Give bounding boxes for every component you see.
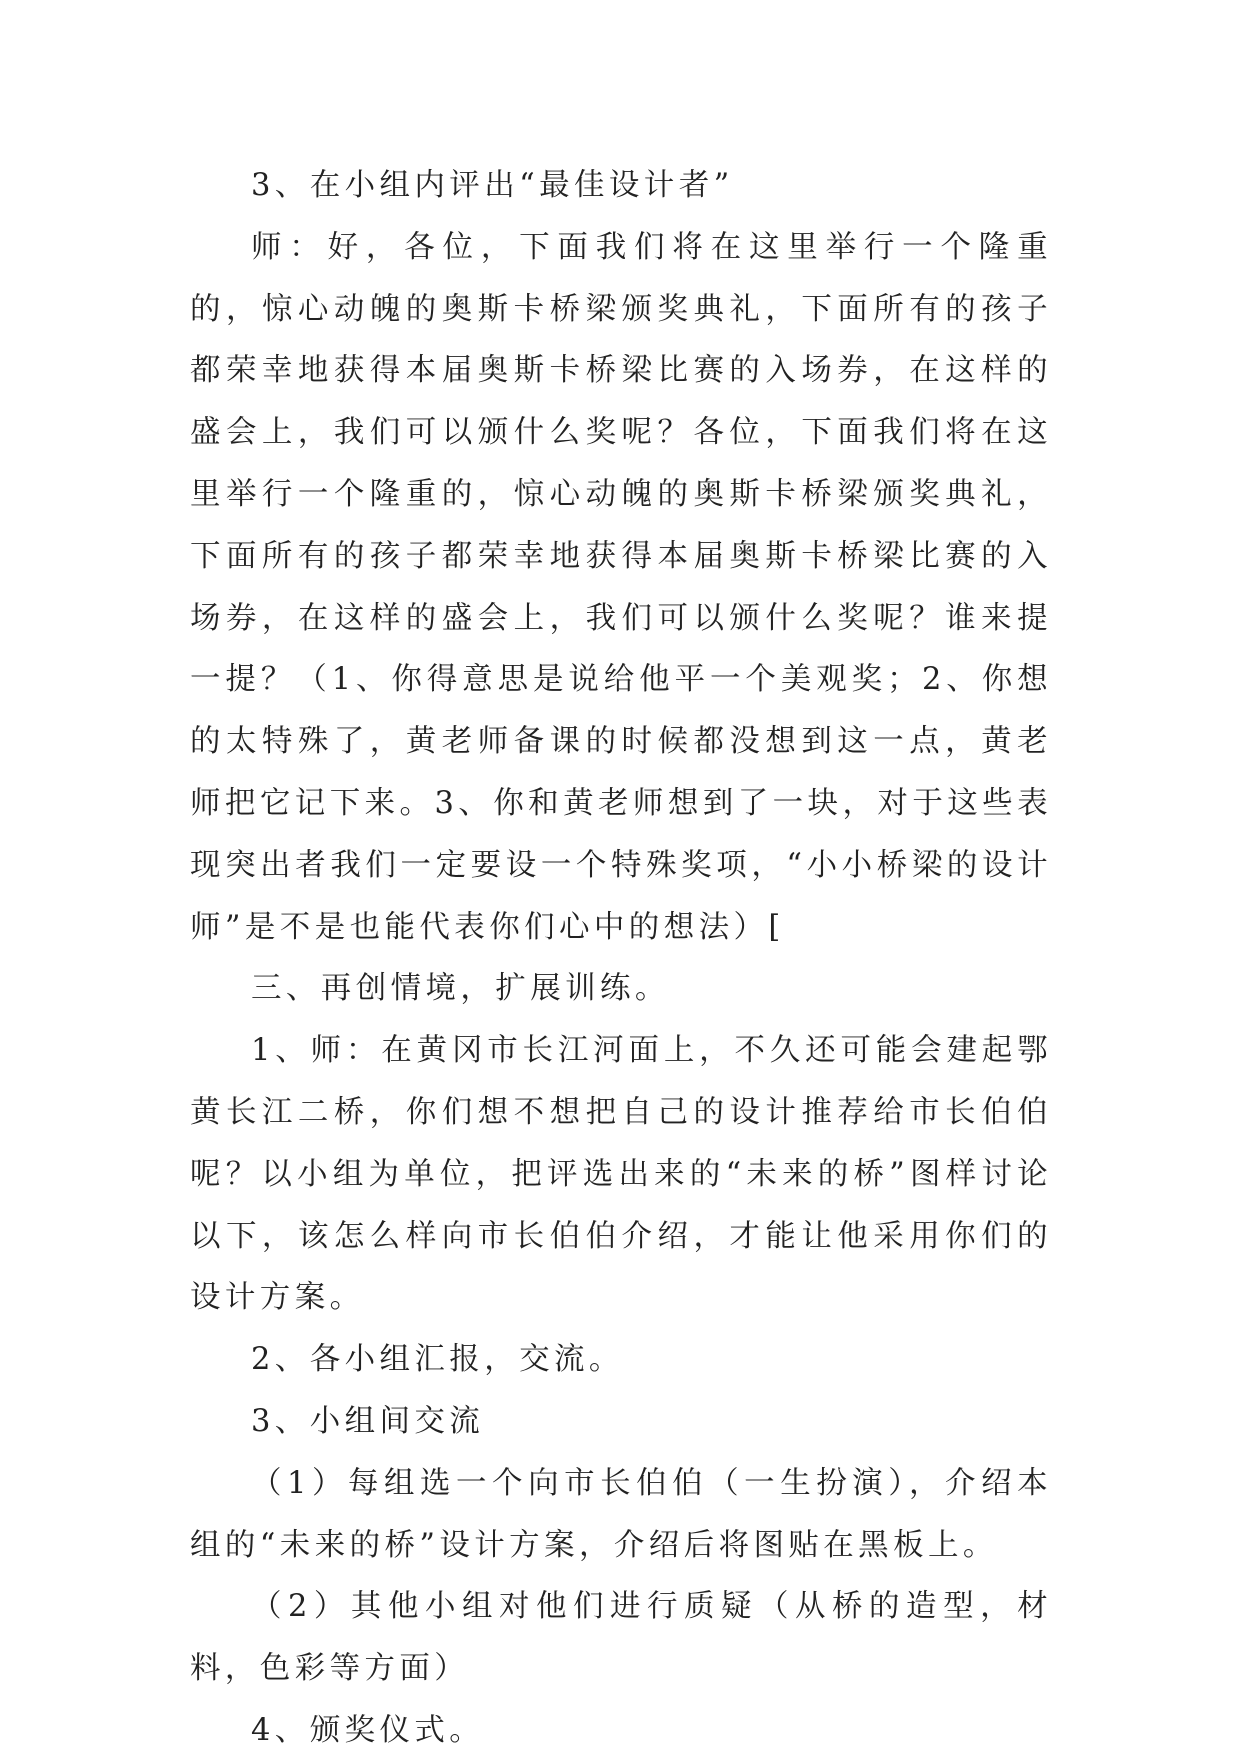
paragraph-section-three-heading: 三、再创情境，扩展训练。 (251, 971, 670, 1007)
paragraph-award-ceremony: 4、颁奖仪式。 (251, 1712, 485, 1748)
paragraph-recommend-to-mayor: 1、师：在黄冈市长江河面上，不久还可能会建起鄂黄长江二桥，你们想不想把自己的设计推荐给市长伯伯呢？以小组为单位，把评选出来的“未来的桥”图样讨论以下，该怎么样向市长伯伯介绍，才能让他采用你们的设计方案。 (190, 1033, 1052, 1316)
paragraph-group-report: 2、各小组汇报，交流。 (251, 1342, 624, 1378)
paragraph-teacher-award-ceremony: 师：好，各位，下面我们将在这里举行一个隆重的，惊心动魄的奥斯卡桥梁颁奖典礼，下面所有的孩子都荣幸地获得本届奥斯卡桥梁比赛的入场券，在这样的盛会上，我们可以颁什么奖呢？各位，下面我们将在这里举行一个隆重的，惊心动魄的奥斯卡桥梁颁奖典礼，下面所有的孩子都荣幸地获得本届奥斯卡桥梁比赛的入场券，在这样的盛会上，我们可以颁什么奖呢？谁来提一提？（1、你得意思是说给他平一个美观奖；2、你想的太特殊了，黄老师备课的时候都没想到这一点，黄老师把它记下来。3、你和黄老师想到了一块，对于这些表现突出者我们一定要设一个特殊奖项，“小小桥梁的设计师”是不是也能代表你们心中的想法）[ (190, 229, 1052, 945)
document-body (190, 155, 1052, 1762)
paragraph-exchange-step-one: （1）每组选一个向市长伯伯（一生扮演），介绍本组的“未来的桥”设计方案，介绍后将图贴在黑板上。 (190, 1465, 1052, 1563)
paragraph-best-designer: 3、在小组内评出“最佳设计者” (251, 168, 734, 203)
paragraph-exchange-step-two: （2）其他小组对他们进行质疑（从桥的造型，材料，色彩等方面） (190, 1589, 1052, 1687)
paragraph-inter-group-exchange: 3、小组间交流 (251, 1403, 485, 1439)
